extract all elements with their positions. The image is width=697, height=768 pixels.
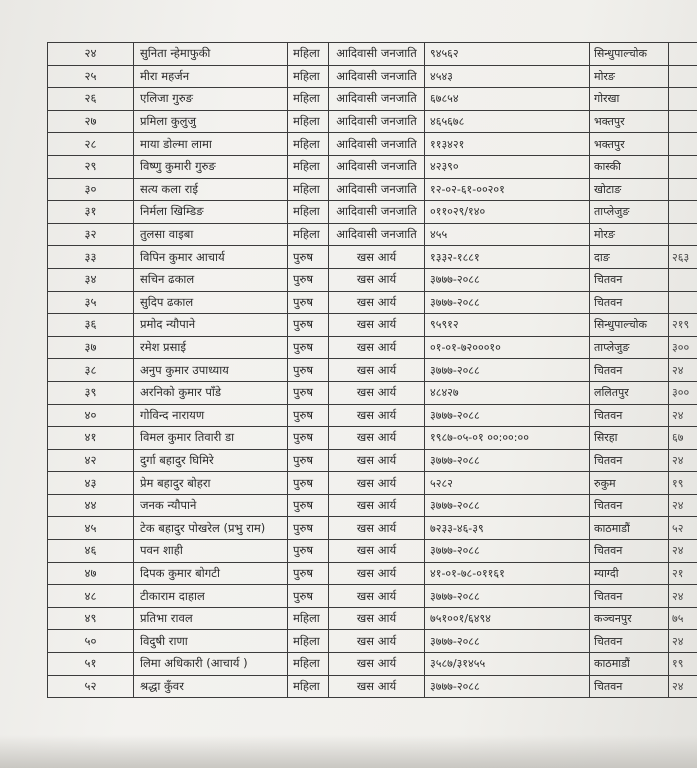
id-number-cell: ३७७७-२०८८ — [425, 630, 590, 653]
table-row — [48, 178, 697, 201]
gender-cell: महिला — [288, 43, 329, 66]
district-cell: कास्की — [590, 155, 669, 178]
table-row — [48, 517, 697, 540]
candidate-table — [47, 42, 697, 698]
table-row — [48, 155, 697, 178]
extra-cell: ३०० — [669, 381, 697, 404]
serial-number-cell: ४६ — [48, 540, 134, 563]
table-row — [48, 472, 697, 495]
extra-cell: २१९ — [669, 314, 697, 337]
gender-cell: महिला — [288, 201, 329, 224]
name-cell: प्रमिला कुलुजु — [134, 110, 288, 133]
id-number-cell: ३७७७-२०८८ — [425, 585, 590, 608]
id-number-cell: ३७७७-२०८८ — [425, 359, 590, 382]
group-cell: खस आर्य — [329, 607, 425, 630]
gender-cell: पुरुष — [288, 336, 329, 359]
extra-cell: २४ — [669, 585, 697, 608]
gender-cell: पुरुष — [288, 472, 329, 495]
group-cell: खस आर्य — [329, 675, 425, 698]
extra-cell: २४ — [669, 630, 697, 653]
extra-cell — [669, 178, 697, 201]
id-number-cell: ०१-०१-७२०००१० — [425, 336, 590, 359]
extra-cell: ६७ — [669, 427, 697, 450]
table-row — [48, 653, 697, 676]
district-cell: सिन्धुपाल्चोक — [590, 43, 669, 66]
table-row — [48, 314, 697, 337]
district-cell: ताप्लेजुङ — [590, 201, 669, 224]
serial-number-cell: ३६ — [48, 314, 134, 337]
serial-number-cell: ४३ — [48, 472, 134, 495]
group-cell: खस आर्य — [329, 449, 425, 472]
id-number-cell: ३७७७-२०८८ — [425, 540, 590, 563]
serial-number-cell: २५ — [48, 65, 134, 88]
district-cell: चितवन — [590, 494, 669, 517]
serial-number-cell: ४७ — [48, 562, 134, 585]
gender-cell: पुरुष — [288, 517, 329, 540]
table-row — [48, 110, 697, 133]
group-cell: आदिवासी जनजाति — [329, 201, 425, 224]
id-number-cell: १९८७-०५-०१ ००:००:०० — [425, 427, 590, 450]
district-cell: गोरखा — [590, 88, 669, 111]
group-cell: खस आर्य — [329, 404, 425, 427]
extra-cell — [669, 133, 697, 156]
gender-cell: पुरुष — [288, 268, 329, 291]
group-cell: खस आर्य — [329, 540, 425, 563]
district-cell: ताप्लेजुङ — [590, 336, 669, 359]
gender-cell: पुरुष — [288, 427, 329, 450]
district-cell: काठमाडौं — [590, 653, 669, 676]
table-row — [48, 404, 697, 427]
id-number-cell: ३७७७-२०८८ — [425, 494, 590, 517]
name-cell: दुर्गा बहादुर घिमिरे — [134, 449, 288, 472]
serial-number-cell: २७ — [48, 110, 134, 133]
gender-cell: महिला — [288, 133, 329, 156]
name-cell: पवन शाही — [134, 540, 288, 563]
district-cell: चितवन — [590, 630, 669, 653]
id-number-cell: ५२८२ — [425, 472, 590, 495]
id-number-cell: ४५४३ — [425, 65, 590, 88]
table-row — [48, 133, 697, 156]
table-row — [48, 675, 697, 698]
serial-number-cell: ३३ — [48, 246, 134, 269]
gender-cell: महिला — [288, 607, 329, 630]
serial-number-cell: २९ — [48, 155, 134, 178]
id-number-cell: ३७७७-२०८८ — [425, 404, 590, 427]
id-number-cell: ०११०२९/१४० — [425, 201, 590, 224]
serial-number-cell: ३४ — [48, 268, 134, 291]
extra-cell — [669, 43, 697, 66]
district-cell: चितवन — [590, 675, 669, 698]
serial-number-cell: ४५ — [48, 517, 134, 540]
gender-cell: पुरुष — [288, 291, 329, 314]
gender-cell: पुरुष — [288, 404, 329, 427]
gender-cell: पुरुष — [288, 359, 329, 382]
name-cell: दिपक कुमार बोगटी — [134, 562, 288, 585]
group-cell: आदिवासी जनजाति — [329, 110, 425, 133]
extra-cell: १९ — [669, 472, 697, 495]
id-number-cell: ७५१००१/६४९४ — [425, 607, 590, 630]
serial-number-cell: ३७ — [48, 336, 134, 359]
name-cell: प्रेम बहादुर बोहरा — [134, 472, 288, 495]
group-cell: आदिवासी जनजाति — [329, 155, 425, 178]
gender-cell: पुरुष — [288, 494, 329, 517]
table-row — [48, 449, 697, 472]
extra-cell: १९ — [669, 653, 697, 676]
table-row — [48, 427, 697, 450]
name-cell: तुलसा वाइबा — [134, 223, 288, 246]
gender-cell: पुरुष — [288, 562, 329, 585]
extra-cell: २१ — [669, 562, 697, 585]
name-cell: लिमा अधिकारी (आचार्य ) — [134, 653, 288, 676]
name-cell: विष्णु कुमारी गुरुङ — [134, 155, 288, 178]
district-cell: काठमाडौं — [590, 517, 669, 540]
name-cell: अनुप कुमार उपाध्याय — [134, 359, 288, 382]
gender-cell: महिला — [288, 65, 329, 88]
extra-cell: २४ — [669, 540, 697, 563]
serial-number-cell: ३५ — [48, 291, 134, 314]
gender-cell: महिला — [288, 178, 329, 201]
extra-cell: २४ — [669, 494, 697, 517]
serial-number-cell: ४८ — [48, 585, 134, 608]
district-cell: चितवन — [590, 540, 669, 563]
group-cell: खस आर्य — [329, 336, 425, 359]
table-row — [48, 43, 697, 66]
serial-number-cell: ५२ — [48, 675, 134, 698]
name-cell: गोविन्द नारायण — [134, 404, 288, 427]
gender-cell: पुरुष — [288, 540, 329, 563]
name-cell: श्रद्धा कुँवर — [134, 675, 288, 698]
gender-cell: महिला — [288, 155, 329, 178]
extra-cell — [669, 110, 697, 133]
group-cell: खस आर्य — [329, 314, 425, 337]
id-number-cell: ६७८५४ — [425, 88, 590, 111]
group-cell: आदिवासी जनजाति — [329, 88, 425, 111]
district-cell: सिरहा — [590, 427, 669, 450]
group-cell: आदिवासी जनजाति — [329, 133, 425, 156]
district-cell: कञ्चनपुर — [590, 607, 669, 630]
id-number-cell: ३७७७-२०८८ — [425, 449, 590, 472]
extra-cell — [669, 223, 697, 246]
district-cell: भक्तपुर — [590, 133, 669, 156]
extra-cell: २६३ — [669, 246, 697, 269]
page-shadow — [0, 735, 697, 768]
name-cell: रमेश प्रसाई — [134, 336, 288, 359]
name-cell: मीरा महर्जन — [134, 65, 288, 88]
extra-cell: २४ — [669, 449, 697, 472]
gender-cell: पुरुष — [288, 381, 329, 404]
id-number-cell: ९५९१२ — [425, 314, 590, 337]
serial-number-cell: २४ — [48, 43, 134, 66]
name-cell: सचिन ढकाल — [134, 268, 288, 291]
district-cell: चितवन — [590, 585, 669, 608]
table-row — [48, 246, 697, 269]
table-row — [48, 223, 697, 246]
name-cell: जनक न्यौपाने — [134, 494, 288, 517]
name-cell: सुदिप ढकाल — [134, 291, 288, 314]
name-cell: विदुषी राणा — [134, 630, 288, 653]
gender-cell: महिला — [288, 653, 329, 676]
table-row — [48, 201, 697, 224]
table-row — [48, 268, 697, 291]
group-cell: खस आर्य — [329, 381, 425, 404]
id-number-cell: ४५५ — [425, 223, 590, 246]
gender-cell: महिला — [288, 110, 329, 133]
district-cell: रुकुम — [590, 472, 669, 495]
table-row — [48, 65, 697, 88]
group-cell: खस आर्य — [329, 562, 425, 585]
serial-number-cell: ३१ — [48, 201, 134, 224]
name-cell: प्रतिभा रावल — [134, 607, 288, 630]
extra-cell: ३०० — [669, 336, 697, 359]
id-number-cell: ३७७७-२०८८ — [425, 291, 590, 314]
extra-cell: २४ — [669, 675, 697, 698]
group-cell: आदिवासी जनजाति — [329, 178, 425, 201]
group-cell: खस आर्य — [329, 359, 425, 382]
name-cell: टीकाराम दाहाल — [134, 585, 288, 608]
id-number-cell: १२-०२-६१-००२०१ — [425, 178, 590, 201]
id-number-cell: ४१-०१-७८-०११६१ — [425, 562, 590, 585]
group-cell: आदिवासी जनजाति — [329, 223, 425, 246]
gender-cell: पुरुष — [288, 585, 329, 608]
district-cell: चितवन — [590, 268, 669, 291]
district-cell: चितवन — [590, 359, 669, 382]
serial-number-cell: ४२ — [48, 449, 134, 472]
group-cell: खस आर्य — [329, 585, 425, 608]
district-cell: मोरङ — [590, 223, 669, 246]
extra-cell: २४ — [669, 404, 697, 427]
district-cell: चितवन — [590, 291, 669, 314]
district-cell: ललितपुर — [590, 381, 669, 404]
table-row — [48, 607, 697, 630]
gender-cell: पुरुष — [288, 314, 329, 337]
name-cell: माया डोल्मा लामा — [134, 133, 288, 156]
serial-number-cell: २८ — [48, 133, 134, 156]
gender-cell: महिला — [288, 223, 329, 246]
id-number-cell: ११३४२१ — [425, 133, 590, 156]
extra-cell — [669, 291, 697, 314]
group-cell: आदिवासी जनजाति — [329, 43, 425, 66]
serial-number-cell: ५० — [48, 630, 134, 653]
id-number-cell: ४६५६७८ — [425, 110, 590, 133]
extra-cell — [669, 155, 697, 178]
gender-cell: पुरुष — [288, 246, 329, 269]
serial-number-cell: ३९ — [48, 381, 134, 404]
id-number-cell: ४२३९० — [425, 155, 590, 178]
name-cell: विमल कुमार तिवारी डा — [134, 427, 288, 450]
extra-cell — [669, 65, 697, 88]
district-cell: चितवन — [590, 449, 669, 472]
extra-cell — [669, 201, 697, 224]
table-row — [48, 540, 697, 563]
group-cell: खस आर्य — [329, 494, 425, 517]
gender-cell: महिला — [288, 88, 329, 111]
name-cell: सत्य कला राई — [134, 178, 288, 201]
district-cell: भक्तपुर — [590, 110, 669, 133]
table-row — [48, 336, 697, 359]
serial-number-cell: ४९ — [48, 607, 134, 630]
gender-cell: पुरुष — [288, 449, 329, 472]
district-cell: म्याग्दी — [590, 562, 669, 585]
extra-cell: ५२ — [669, 517, 697, 540]
table-body — [48, 43, 697, 698]
group-cell: खस आर्य — [329, 291, 425, 314]
serial-number-cell: ३८ — [48, 359, 134, 382]
extra-cell: ७५ — [669, 607, 697, 630]
name-cell: प्रमोद न्यौपाने — [134, 314, 288, 337]
extra-cell — [669, 268, 697, 291]
name-cell: सुनिता न्हेमाफुकी — [134, 43, 288, 66]
name-cell: निर्मला खिम्डिङ — [134, 201, 288, 224]
table-row — [48, 562, 697, 585]
id-number-cell: ३७७७-२०८८ — [425, 675, 590, 698]
name-cell: एलिजा गुरुङ — [134, 88, 288, 111]
district-cell: दाङ — [590, 246, 669, 269]
group-cell: खस आर्य — [329, 246, 425, 269]
group-cell: खस आर्य — [329, 653, 425, 676]
name-cell: टेक बहादुर पोखरेल (प्रभु राम) — [134, 517, 288, 540]
district-cell: मोरङ — [590, 65, 669, 88]
table-row — [48, 630, 697, 653]
table-row — [48, 291, 697, 314]
serial-number-cell: ४४ — [48, 494, 134, 517]
district-cell: सिन्धुपाल्चोक — [590, 314, 669, 337]
id-number-cell: ३५८७/३१४५५ — [425, 653, 590, 676]
district-cell: खोटाङ — [590, 178, 669, 201]
district-cell: चितवन — [590, 404, 669, 427]
group-cell: खस आर्य — [329, 427, 425, 450]
extra-cell: २४ — [669, 359, 697, 382]
group-cell: खस आर्य — [329, 472, 425, 495]
serial-number-cell: २६ — [48, 88, 134, 111]
table-row — [48, 88, 697, 111]
serial-number-cell: ४१ — [48, 427, 134, 450]
gender-cell: महिला — [288, 630, 329, 653]
table-row — [48, 359, 697, 382]
group-cell: खस आर्य — [329, 630, 425, 653]
id-number-cell: ९४५६२ — [425, 43, 590, 66]
group-cell: खस आर्य — [329, 517, 425, 540]
serial-number-cell: ४० — [48, 404, 134, 427]
id-number-cell: ३७७७-२०८८ — [425, 268, 590, 291]
table-row — [48, 585, 697, 608]
extra-cell — [669, 88, 697, 111]
id-number-cell: ४८४२७ — [425, 381, 590, 404]
group-cell: आदिवासी जनजाति — [329, 65, 425, 88]
group-cell: खस आर्य — [329, 268, 425, 291]
name-cell: विपिन कुमार आचार्य — [134, 246, 288, 269]
gender-cell: महिला — [288, 675, 329, 698]
id-number-cell: ७२३३-४६-३९ — [425, 517, 590, 540]
table-row — [48, 381, 697, 404]
serial-number-cell: ३० — [48, 178, 134, 201]
serial-number-cell: ५१ — [48, 653, 134, 676]
table-row — [48, 494, 697, 517]
id-number-cell: १३३२-१८८१ — [425, 246, 590, 269]
name-cell: अरनिको कुमार पाँडे — [134, 381, 288, 404]
serial-number-cell: ३२ — [48, 223, 134, 246]
